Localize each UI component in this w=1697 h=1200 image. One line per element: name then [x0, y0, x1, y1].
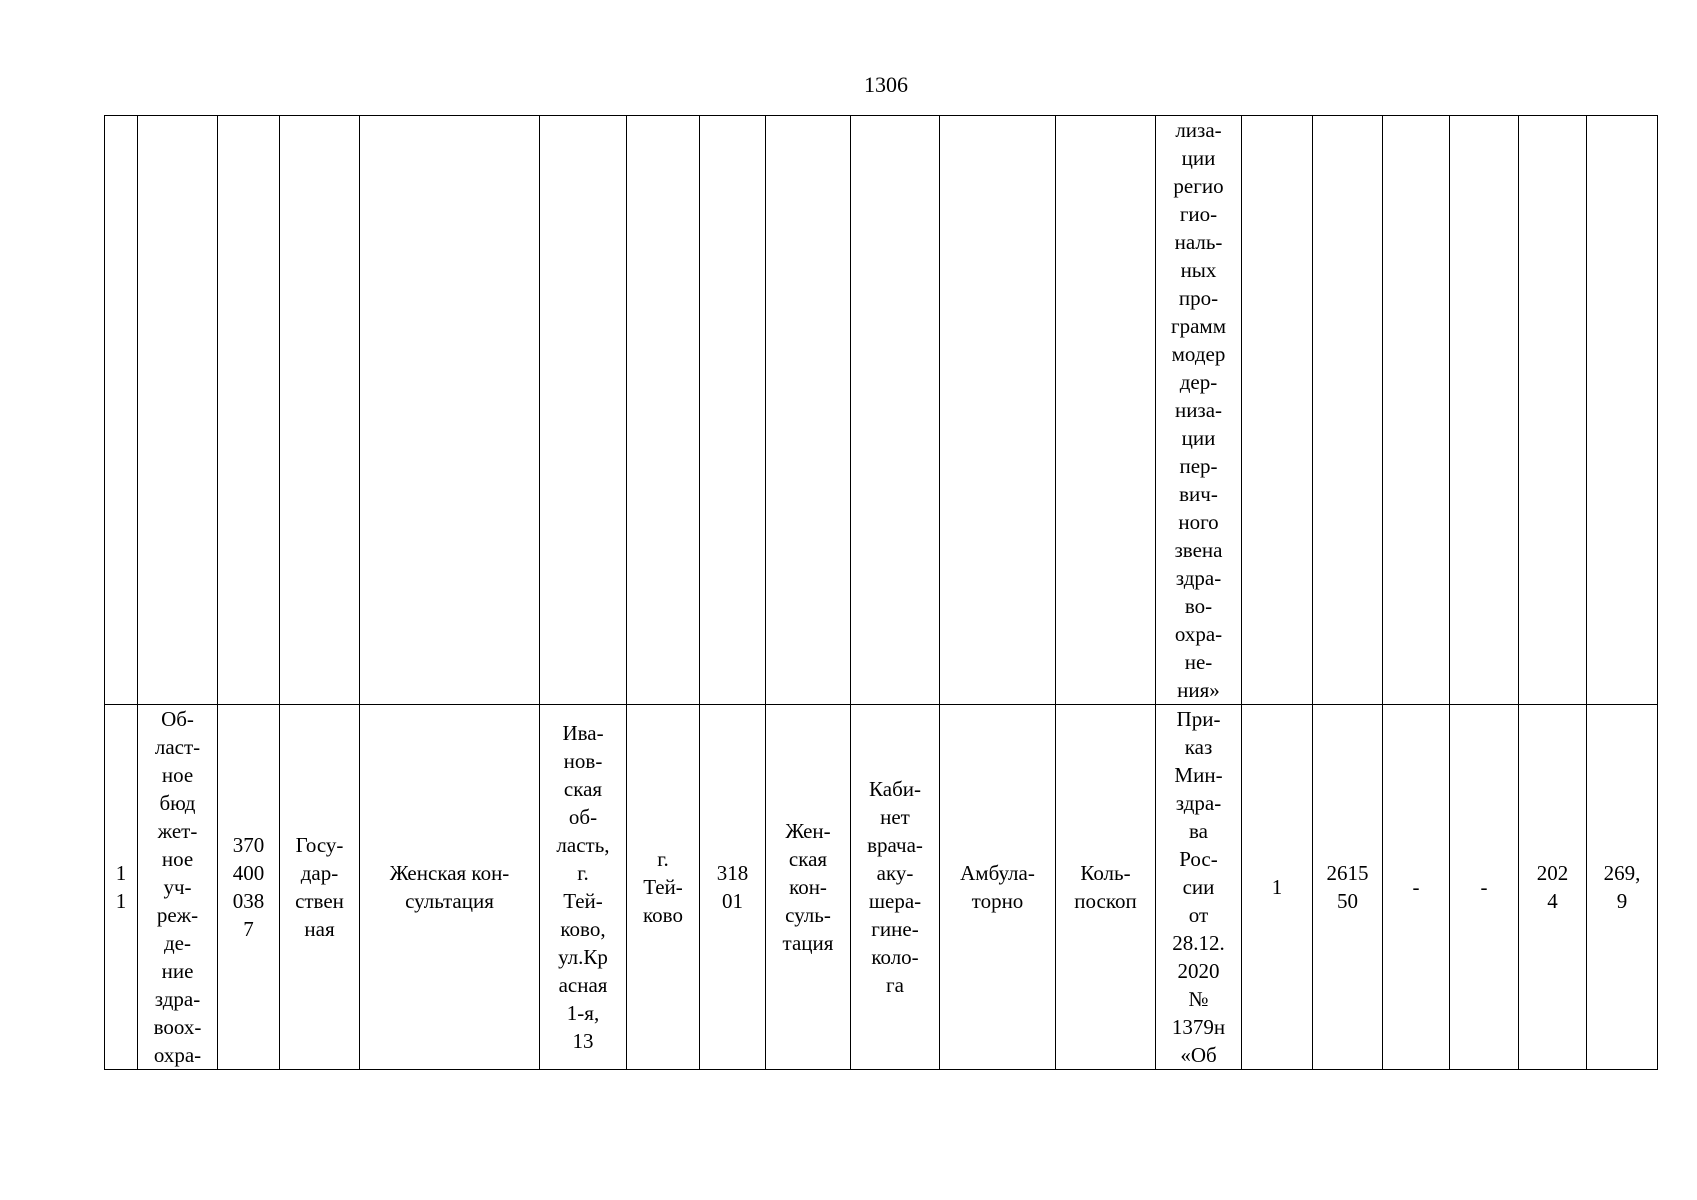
cell-equipment-cont — [1056, 116, 1156, 705]
cell-department: Жен- ская кон- суль- тация — [766, 705, 851, 1070]
cell-num-cont — [105, 116, 138, 705]
cell-amount-cont — [1587, 116, 1658, 705]
cell-dash-1: - — [1383, 705, 1450, 1070]
cell-institution-cont — [360, 116, 540, 705]
cell-ownership-cont — [280, 116, 360, 705]
equipment-table — [104, 115, 1658, 1070]
cell-year-cont — [1519, 116, 1587, 705]
cell-equipment: Коль- поскоп — [1056, 705, 1156, 1070]
cell-dash-2-cont — [1450, 116, 1519, 705]
cell-care-conditions-cont — [940, 116, 1056, 705]
cell-okpd: 2615 50 — [1313, 705, 1383, 1070]
cell-okpd-cont — [1313, 116, 1383, 705]
cell-inn: 370 400 038 7 — [218, 705, 280, 1070]
cell-year: 202 4 — [1519, 705, 1587, 1070]
cell-cabinet-cont — [851, 116, 940, 705]
cell-code-cont — [700, 116, 766, 705]
cell-reason: При- каз Мин- здра- ва Рос- сии от 28.12. 2020 № 1379н «Об — [1156, 705, 1242, 1070]
cell-cabinet: Каби- нет врача- аку- шера- гине- коло- га — [851, 705, 940, 1070]
cell-num: 1 1 — [105, 705, 138, 1070]
cell-dash-1-cont — [1383, 116, 1450, 705]
cell-institution: Женская кон- сультация — [360, 705, 540, 1070]
cell-amount: 269, 9 — [1587, 705, 1658, 1070]
cell-department-cont — [766, 116, 851, 705]
cell-dash-2: - — [1450, 705, 1519, 1070]
cell-code: 318 01 — [700, 705, 766, 1070]
cell-quantity-cont — [1242, 116, 1313, 705]
cell-reason-cont: лиза- ции регио гио- наль- ных про- грамм модер дер- низа- ции пер- вич- ного звена здра- во- охра- не- ния» — [1156, 116, 1242, 705]
cell-organization-cont — [138, 116, 218, 705]
cell-address-cont — [540, 116, 627, 705]
cell-inn-cont — [218, 116, 280, 705]
cell-ownership: Госу- дар- ствен ная — [280, 705, 360, 1070]
cell-quantity: 1 — [1242, 705, 1313, 1070]
cell-settlement-cont — [627, 116, 700, 705]
table-row-continuation — [105, 116, 1658, 705]
cell-settlement: г. Тей- ково — [627, 705, 700, 1070]
cell-address: Ива- нов- ская об- ласть, г. Тей- ково, ул.Кр асная 1-я, 13 — [540, 705, 627, 1070]
cell-organization: Об- ласт- ное бюд жет- ное уч- реж- де- ние здра- воох- охра- — [138, 705, 218, 1070]
table-row — [105, 705, 1658, 1070]
cell-care-conditions: Амбула- торно — [940, 705, 1056, 1070]
page-number: 1306 — [864, 72, 908, 97]
